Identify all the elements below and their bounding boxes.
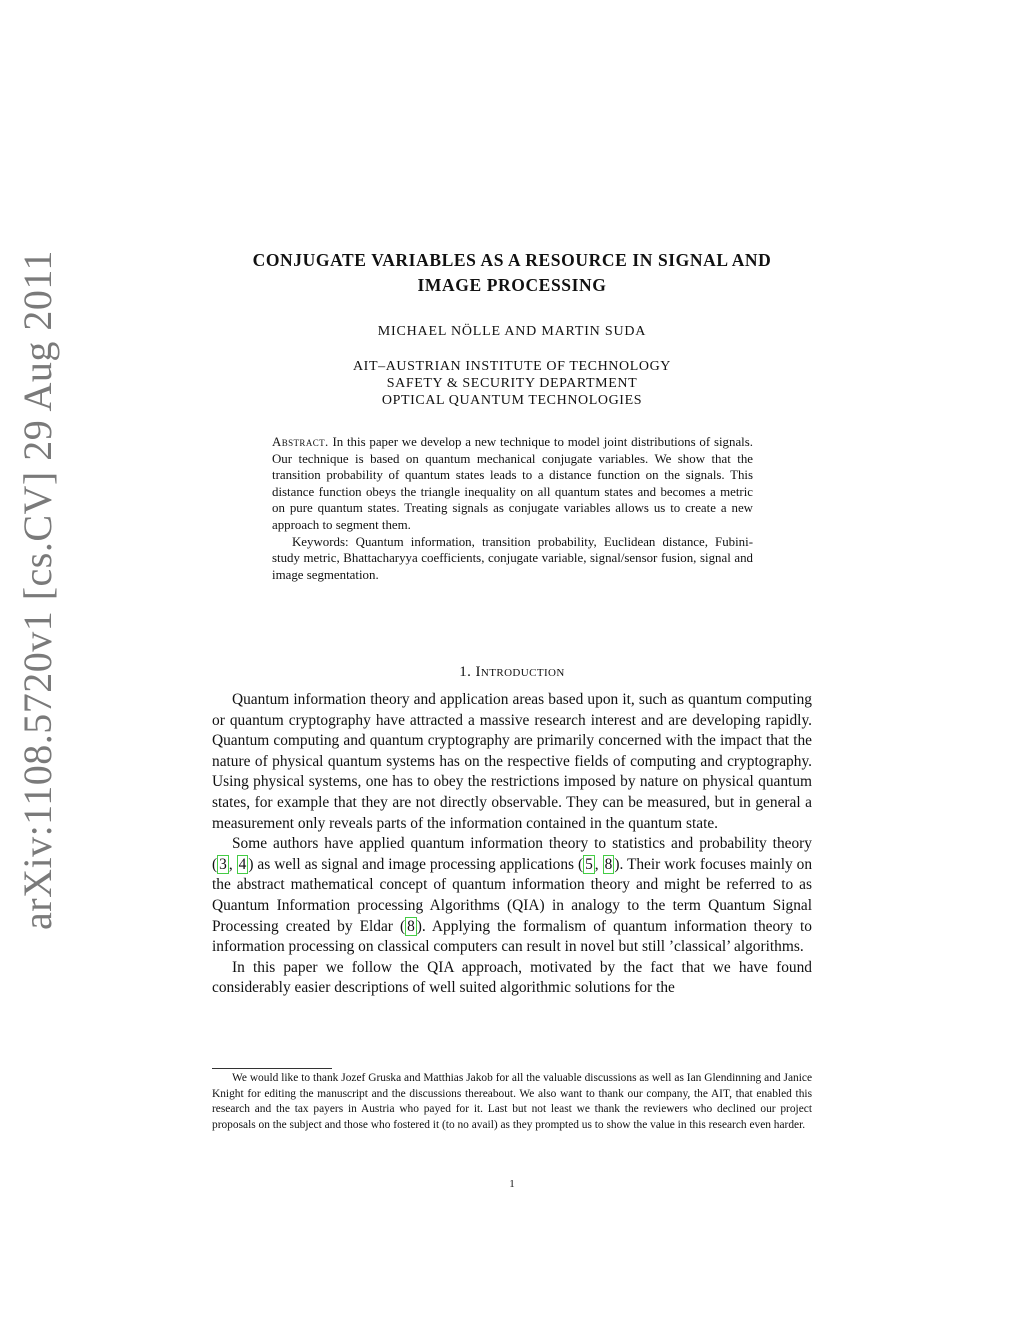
abstract [272, 434, 753, 583]
footnote-rule [212, 1068, 332, 1069]
paragraph: Quantum information theory and application areas based upon it, such as quantum computing or quantum cryptography have attracted a massive research interest and are developing rapidly. Quantum computing and quantum cryptography are primarily concerned with the impact that the nature of physical quantum systems has on the respective fields of computing and cryptography. Using physical systems, one has to obey the restrictions imposed by nature on physical quantum states, for example that they are not directly observable. They can be measured, but in general a measurement only reveals parts of the information contained in the quantum state. [212, 691, 812, 832]
paragraph: In this paper we follow the QIA approach, motivated by the fact that we have found considerably easier descriptions of well suited algorithmic solutions for the [212, 958, 812, 997]
affiliation [212, 358, 812, 409]
section-heading [212, 664, 812, 681]
citation-link[interactable]: 5 [585, 855, 593, 873]
page-number: 1 [509, 1178, 515, 1190]
abstract-text [272, 434, 753, 534]
abstract-label: Abstract. [272, 435, 329, 449]
abstract-body: In this paper we develop a new technique to model joint distributions of signals. Our technique is based on quantum mechanical conjugate variables. We show that the transition probability of quantum states leads to a distance function on the signals. This distance function obeys the triangle inequality on all quantum states and becomes a metric on pure quantum states. Treating signals as conjugate variables allows us to create a new approach to segment them. [272, 435, 753, 532]
section-title: Introduction [475, 664, 565, 680]
paper-title [212, 248, 812, 298]
paragraph: Some authors have applied quantum information theory to statistics and probability theory ( 3 , 4 ) as well as signal and image processing applications ( 5 , 8 ). Their work focuses mainly on the abstract mathematical concept of quantum information theory and might be referred to as Quantum Information processing Algorithms (QIA) in analogy to the term Quantum Signal Processing created by Eldar ( 8 ). Applying the formalism of quantum information theory to information processing on classical computers can result in novel but still ’classical’ algorithms. [212, 835, 813, 956]
title-line-1: CONJUGATE VARIABLES AS A RESOURCE IN SIGNAL AND [252, 250, 772, 270]
citation-link[interactable]: 3 [219, 855, 227, 873]
body-text [212, 690, 812, 999]
affiliation-line: SAFETY & SECURITY DEPARTMENT [386, 376, 638, 391]
arxiv-identifier: arXiv:1108.5720v1 [cs.CV] 29 Aug 2011 [15, 250, 60, 930]
section-number: 1. [459, 664, 472, 680]
citation-link[interactable]: 8 [604, 855, 613, 873]
footnote: We would like to thank Jozef Gruska and Matthias Jakob for all the valuable discussions as well as Ian Glendinning and Janice Knight for editing the manuscript and the discussions thereabout. We also want to thank our company, the AIT, that enabled this research and the tax payers in Austria who payed for it. Last but not least we thank the reviewers who declined our project proposals on the subject and those who fostered it (to no avail) as they prompted us to show the value in this research even harder. [212, 1072, 812, 1131]
affiliation-line: AIT–AUSTRIAN INSTITUTE OF TECHNOLOGY [352, 359, 672, 374]
authors: MICHAEL NÖLLE AND MARTIN SUDA [377, 324, 647, 339]
keywords: Keywords: Quantum information, transition probability, Euclidean distance, Fubini-study metric, Bhattacharyya coefficients, conjugate variable, signal/sensor fusion, signal and image segmentation. [272, 534, 753, 582]
affiliation-line: OPTICAL QUANTUM TECHNOLOGIES [381, 393, 643, 408]
citation-link[interactable]: 4 [238, 855, 247, 873]
title-line-2: IMAGE PROCESSING [417, 275, 607, 295]
citation-link[interactable]: 8 [407, 917, 415, 935]
